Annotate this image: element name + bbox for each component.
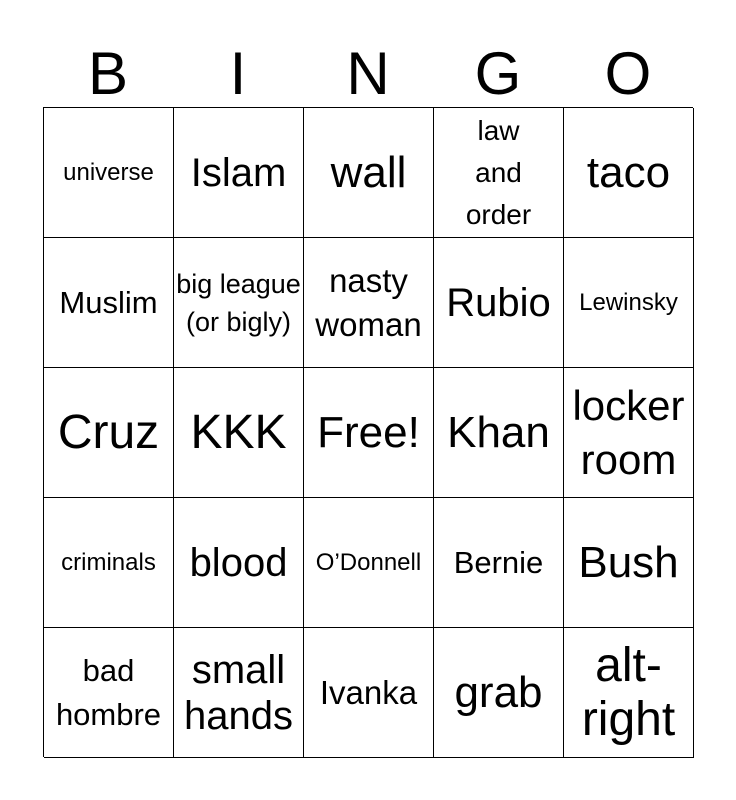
cell-label: grab bbox=[454, 667, 543, 717]
cell-label: Khan bbox=[447, 407, 550, 457]
cell-label: nasty woman bbox=[315, 261, 422, 343]
header-letter-g: G bbox=[474, 40, 522, 107]
bingo-cell[interactable] bbox=[44, 628, 174, 758]
bingo-cell[interactable] bbox=[434, 238, 564, 368]
cell-label: Lewinsky bbox=[579, 288, 678, 316]
cell-label: small hands bbox=[184, 647, 293, 738]
cell-label: Islam bbox=[190, 150, 287, 195]
cell-label: universe bbox=[63, 158, 154, 186]
header-letter-n: N bbox=[346, 40, 390, 107]
header-letter-o: O bbox=[604, 40, 652, 107]
bingo-cell[interactable] bbox=[434, 498, 564, 628]
cell-label: Cruz bbox=[57, 405, 160, 459]
cell-label: KKK bbox=[190, 405, 287, 459]
cell-label: wall bbox=[330, 147, 407, 197]
cell-label: locker room bbox=[572, 381, 685, 483]
cell-label: Rubio bbox=[446, 280, 551, 325]
cell-label: blood bbox=[189, 540, 288, 585]
bingo-cell[interactable] bbox=[434, 628, 564, 758]
cell-label: criminals bbox=[61, 548, 156, 576]
bingo-cell[interactable] bbox=[174, 498, 304, 628]
bingo-cell[interactable] bbox=[44, 498, 174, 628]
bingo-cell[interactable] bbox=[44, 108, 174, 238]
header-letter-b: B bbox=[87, 40, 129, 107]
bingo-cell[interactable] bbox=[174, 108, 304, 238]
bingo-cell[interactable] bbox=[304, 498, 434, 628]
cell-label: Free! bbox=[317, 407, 420, 457]
bingo-cell[interactable] bbox=[304, 628, 434, 758]
bingo-cell[interactable] bbox=[174, 238, 304, 368]
cell-label: O’Donnell bbox=[315, 548, 422, 576]
bingo-cell[interactable] bbox=[304, 368, 434, 498]
cell-label: big league (or bigly) bbox=[176, 268, 301, 337]
bingo-cell[interactable] bbox=[564, 368, 694, 498]
cell-label: bad hombre bbox=[55, 652, 162, 732]
cell-label: law and order bbox=[465, 114, 532, 230]
bingo-header bbox=[43, 42, 693, 106]
cell-label: taco bbox=[586, 147, 671, 197]
bingo-cell[interactable] bbox=[434, 108, 564, 238]
bingo-cell[interactable] bbox=[44, 238, 174, 368]
bingo-cell[interactable] bbox=[564, 498, 694, 628]
cell-label: Bernie bbox=[453, 544, 544, 580]
bingo-board bbox=[43, 107, 693, 757]
bingo-cell[interactable] bbox=[174, 368, 304, 498]
cell-label: alt-right bbox=[581, 638, 676, 746]
bingo-cell[interactable] bbox=[304, 108, 434, 238]
bingo-cell[interactable] bbox=[564, 628, 694, 758]
cell-label: Ivanka bbox=[319, 673, 418, 711]
bingo-cell[interactable] bbox=[434, 368, 564, 498]
bingo-cell[interactable] bbox=[304, 238, 434, 368]
cell-label: Muslim bbox=[59, 284, 158, 320]
bingo-cell[interactable] bbox=[564, 108, 694, 238]
cell-label: Bush bbox=[578, 537, 679, 587]
bingo-cell[interactable] bbox=[44, 368, 174, 498]
bingo-cell[interactable] bbox=[174, 628, 304, 758]
header-letter-i: I bbox=[229, 40, 247, 107]
bingo-cell[interactable] bbox=[564, 238, 694, 368]
